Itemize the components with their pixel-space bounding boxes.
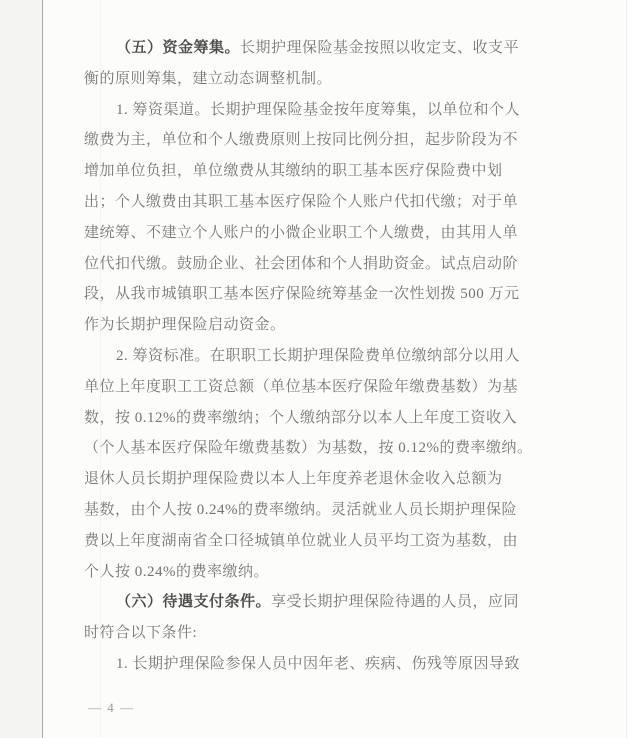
text-line: （个人基本医疗保险年缴费基数）为基数，按 0.12%的费率缴纳。 <box>84 440 533 456</box>
text-line: 缴费为主，单位和个人缴费原则上按同比例分担，起步阶段为不 <box>84 132 519 148</box>
text-line: 时符合以下条件: <box>84 625 198 641</box>
scan-edge-line <box>42 0 43 738</box>
section-heading-label: （五）资金筹集。 <box>116 40 241 56</box>
text-line: 个人按 0.24%的费率缴纳。 <box>84 564 269 580</box>
text-line: 位代扣代缴。鼓励企业、社会团体和个人捐助资金。试点启动阶 <box>84 256 519 272</box>
text-line: 单位上年度职工工资总额（单位基本医疗保险年缴费基数）为基 <box>84 379 519 395</box>
text-line: 享受长期护理保险待遇的人员，应同 <box>271 594 520 610</box>
scan-right-edge-line <box>626 0 627 738</box>
text-line-item-1: 1. 筹资渠道。长期护理保险基金按年度筹集，以单位和个人 <box>116 102 521 118</box>
text-line: 建统筹、不建立个人账户的小微企业职工个人缴费，由其用人单 <box>84 225 519 241</box>
text-line: 作为长期护理保险启动资金。 <box>84 317 286 333</box>
text-line-item-2: 2. 筹资标准。在职职工长期护理保险费单位缴纳部分以用人 <box>116 348 521 364</box>
text-line: 退休人员长期护理保险费以本人上年度养老退休金收入总额为 <box>84 471 503 487</box>
page-number: — 4 — <box>88 700 135 715</box>
scan-left-margin <box>0 0 42 738</box>
section-heading-benefit-conditions <box>116 587 519 618</box>
text-line-item-1: 1. 长期护理保险参保人员中因年老、疾病、伤残等原因导致 <box>116 656 521 672</box>
text-line: 长期护理保险基金按照以收定支、收支平 <box>240 40 520 56</box>
text-line: 段，从我市城镇职工基本医疗保险统筹基金一次性划拨 500 万元 <box>84 286 520 302</box>
section-heading-funding <box>116 33 519 64</box>
text-line: 费以上年度湖南省全口径城镇单位就业人员平均工资为基数，由 <box>84 533 519 549</box>
text-line: 数，按 0.12%的费率缴纳；个人缴纳部分以本人上年度工资收入 <box>84 410 517 426</box>
text-line: 衡的原则筹集，建立动态调整机制。 <box>84 71 333 87</box>
section-heading-label: （六）待遇支付条件。 <box>116 594 272 610</box>
text-line: 基数，由个人按 0.24%的费率缴纳。灵活就业人员长期护理保险 <box>84 502 517 518</box>
text-line: 出；个人缴费由其职工基本医疗保险个人账户代扣代缴；对于单 <box>84 194 519 210</box>
text-line: 增加单位负担，单位缴费从其缴纳的职工基本医疗保险费中划 <box>84 163 503 179</box>
